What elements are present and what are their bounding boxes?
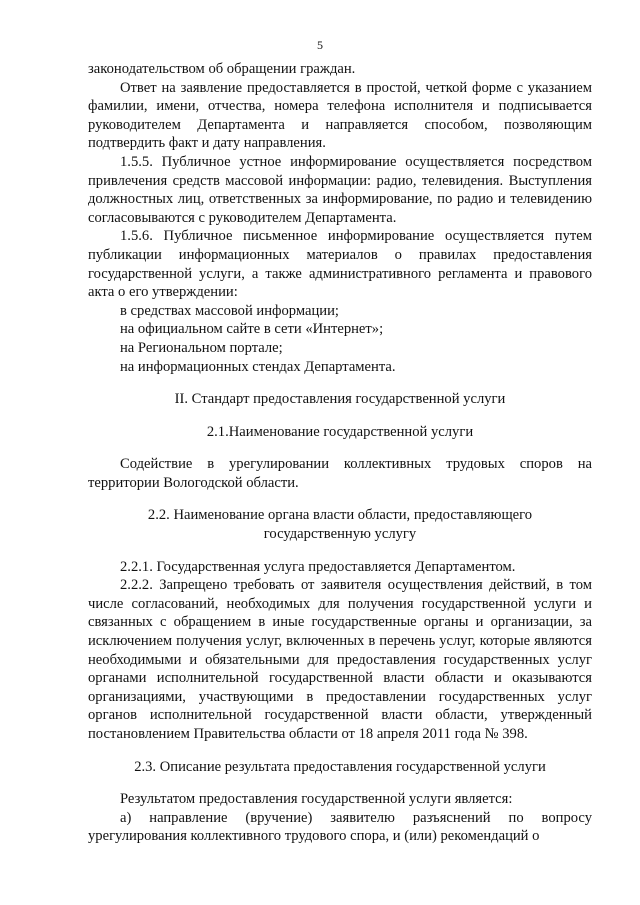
paragraph-response-form: Ответ на заявление предоставляется в простой, четкой форме с указанием фамилии, имени, отчества, номера телефона исполнителя и подписывается руководителем Департамента и направляется способом, позволяющим подтвердить факт и дату направления.: [88, 79, 592, 152]
paragraph-2-2-1: 2.2.1. Государственная услуга предоставляется Департаментом.: [120, 558, 516, 575]
page-number: 5: [317, 38, 323, 52]
list-item-mass-media: в средствах массовой информации;: [120, 302, 339, 319]
section-2-2-heading-line1: 2.2. Наименование органа власти области, предоставляющего: [147, 507, 533, 524]
section-2-3-heading: 2.3. Описание результата предоставления государственной услуги: [134, 758, 546, 775]
section-2-heading: II. Стандарт предоставления государственной услуги: [174, 391, 506, 408]
list-item-regional-portal: на Региональном портале;: [120, 339, 283, 356]
document-body: [88, 60, 592, 846]
section-2-1-text: Содействие в урегулировании коллективных трудовых споров на территории Вологодской области.: [88, 456, 592, 491]
list-item-website: на официальном сайте в сети «Интернет»;: [120, 321, 384, 338]
section-2-2-heading-line2: государственную услугу: [263, 526, 417, 543]
paragraph-1-5-5: 1.5.5. Публичное устное информирование осуществляется посредством привлечения средств массовой информации: радио, телевидения. Выступления должностных лиц, ответственных за информирование, по радио и телевидению согласовываются с руководителем Департамента.: [88, 153, 592, 226]
section-2-1-heading: 2.1.Наименование государственной услуги: [206, 423, 474, 440]
paragraph-2-2-2: 2.2.2. Запрещено требовать от заявителя осуществления действий, в том числе согласований, необходимых для получения государственной услуги и связанных с обращением в иные государственные органы и организации, за исключением получения услуг, включенных в перечень услуг, которые являются необходимыми и обязательными для предоставления государственных услуг органами исполнительной государственной власти области и оказываются организациями, участвующими в предоставлении государственных услуг органов исполнительной государственной власти области, утвержденный постановлением Правительства области от 18 апреля 2011 года № 398.: [88, 577, 592, 742]
paragraph-2-3-intro: Результатом предоставления государственной услуги является:: [120, 791, 513, 808]
paragraph-1-5-6: 1.5.6. Публичное письменное информирование осуществляется путем публикации информационных материалов о правилах предоставления государственной услуги, а также административного регламента и правового акта о его утверждении:: [88, 228, 592, 301]
paragraph-continuation: законодательством об обращении граждан.: [88, 61, 356, 77]
list-item-info-stands: на информационных стендах Департамента.: [120, 358, 396, 375]
paragraph-2-3-a: а) направление (вручение) заявителю разъяснений по вопросу урегулирования коллективного трудового спора, и (или) рекомендаций о: [88, 809, 592, 845]
